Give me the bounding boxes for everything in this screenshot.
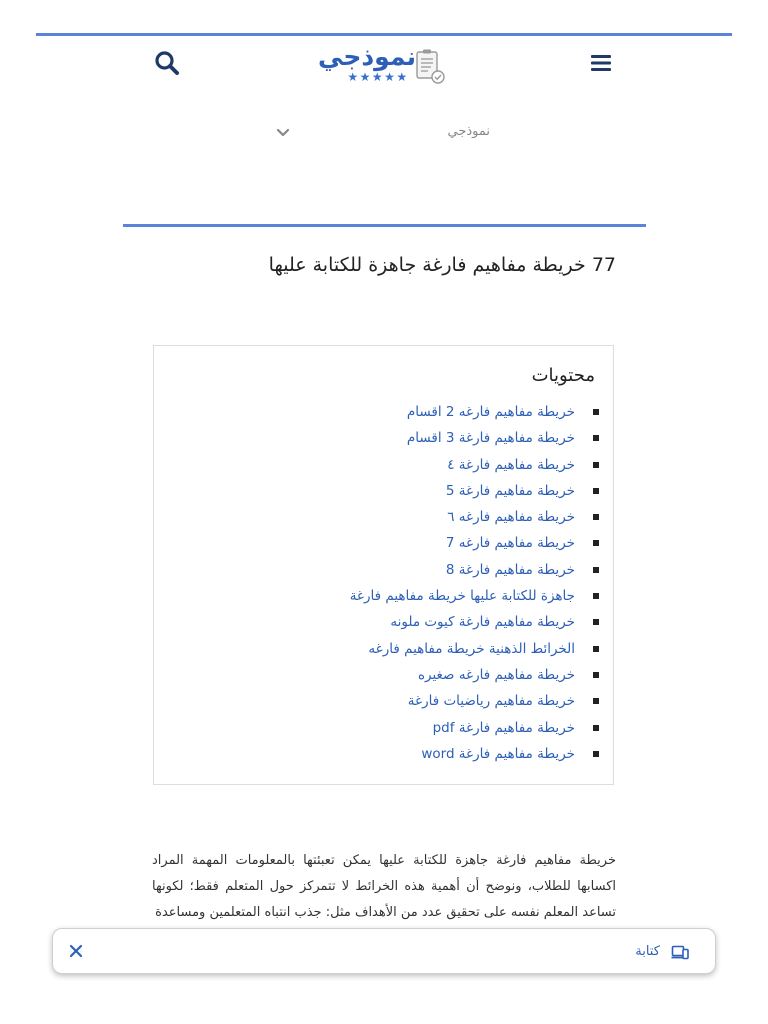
toc-item <box>350 612 575 638</box>
toc-list <box>350 402 575 770</box>
title-divider <box>123 224 646 227</box>
toc-bullet <box>593 462 599 468</box>
devices-icon <box>671 943 689 961</box>
toc-bullet <box>593 514 599 520</box>
toc-item <box>350 744 575 770</box>
toc-item <box>350 560 575 586</box>
bottom-ad-bar <box>52 928 716 974</box>
toc-bullet <box>593 593 599 599</box>
toc-link[interactable]: خريطة مفاهيم فارغة 8 <box>445 561 575 578</box>
toc-title: محتويات <box>531 365 595 386</box>
logo-stars: ★★★★★ <box>347 70 409 84</box>
toc-bullet <box>593 567 599 573</box>
chevron-down-icon <box>274 124 292 142</box>
toc-item <box>350 665 575 691</box>
toc-item <box>350 481 575 507</box>
menu-button[interactable] <box>586 48 616 78</box>
toc-item <box>350 428 575 454</box>
toc-bullet <box>593 672 599 678</box>
toc-bullet <box>593 435 599 441</box>
close-button[interactable] <box>65 940 87 962</box>
toc-link[interactable]: خريطة مفاهيم رياضيات فارغة <box>407 693 575 710</box>
toc-item <box>350 533 575 559</box>
hamburger-menu-icon <box>586 48 616 78</box>
close-icon <box>65 940 87 962</box>
toc-link[interactable]: خريطة مفاهيم فارغه صغيره <box>417 666 575 683</box>
table-of-contents <box>153 345 614 785</box>
site-logo[interactable] <box>318 40 450 92</box>
toc-link[interactable]: خريطة مفاهيم فارغة كيوت ملونه <box>390 614 575 631</box>
toc-link[interactable]: خريطة مفاهيم فارغة pdf <box>432 719 575 736</box>
toc-link[interactable]: خريطة مفاهيم فارغة 3 اقسام <box>406 430 575 447</box>
toc-bullet <box>593 646 599 652</box>
article-intro: خريطة مفاهيم فارغة جاهزة للكتابة عليها يمكن تعبئتها بالمعلومات المهمة المراد اكسابها للطلاب، ونوضح أن أهمية هذه الخرائط لا تتمركز حول المتعلم فقط؛ لكونها تساعد المعلم نفسه على تحقيق عدد من الأهداف مثل: جذب انتباه المتعلمين ومساعدة <box>152 853 616 920</box>
document-check-icon <box>414 48 446 86</box>
breadcrumb-dropdown[interactable] <box>268 116 500 150</box>
site-header <box>0 36 768 96</box>
search-button[interactable] <box>152 48 182 78</box>
toc-link[interactable]: الخرائط الذهنية خريطة مفاهيم فارغه <box>368 640 575 657</box>
toc-bullet <box>593 540 599 546</box>
ad-action-button[interactable] <box>635 941 689 963</box>
ad-action-label: كتابة <box>635 944 660 959</box>
page-title: 77 خريطة مفاهيم فارغة جاهزة للكتابة عليها <box>268 254 616 276</box>
toc-link[interactable]: خريطة مفاهيم فارغه 7 <box>445 535 575 552</box>
toc-bullet <box>593 409 599 415</box>
toc-item <box>350 586 575 612</box>
toc-link[interactable]: خريطة مفاهيم فارغة word <box>421 745 575 762</box>
toc-item <box>350 507 575 533</box>
toc-bullet <box>593 619 599 625</box>
toc-bullet <box>593 751 599 757</box>
toc-link[interactable]: جاهزة للكتابة عليها خريطة مفاهيم فارغة <box>349 588 575 605</box>
toc-link[interactable]: خريطة مفاهيم فارغه 2 اقسام <box>406 404 575 420</box>
toc-bullet <box>593 488 599 494</box>
toc-link[interactable]: خريطة مفاهيم فارغة ٤ <box>447 456 575 473</box>
toc-item <box>350 639 575 665</box>
toc-item <box>350 402 575 428</box>
toc-bullet <box>593 725 599 731</box>
toc-link[interactable]: خريطة مفاهيم فارغه ٦ <box>447 509 575 526</box>
toc-item <box>350 691 575 717</box>
toc-item <box>350 455 575 481</box>
toc-bullet <box>593 698 599 704</box>
toc-link[interactable]: خريطة مفاهيم فارغة 5 <box>445 482 575 499</box>
search-icon <box>152 48 182 78</box>
toc-item <box>350 718 575 744</box>
logo-text: نموذجي <box>318 42 416 71</box>
breadcrumb-label: نموذجي <box>447 124 490 139</box>
